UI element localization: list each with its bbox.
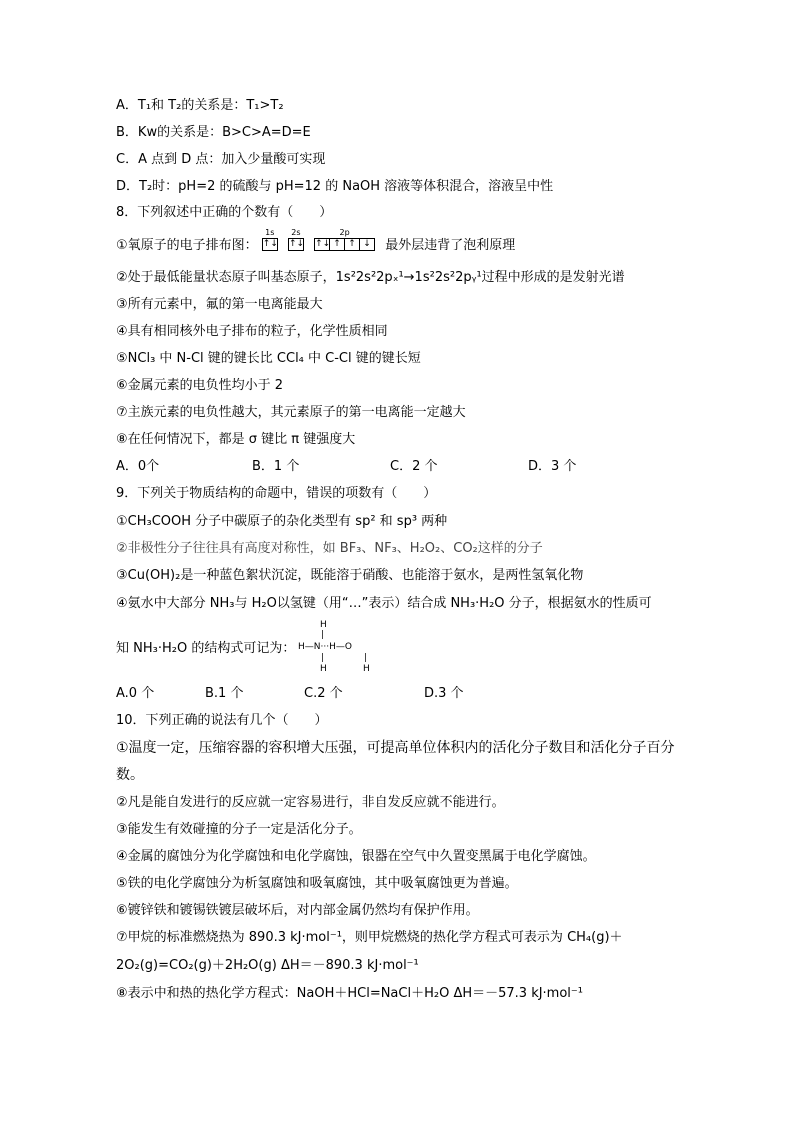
q8-statement-7: ⑦主族元素的电负性越大，其元素原子的第一电离能一定越大 xyxy=(116,405,466,420)
q8-option-c: C．2 个 xyxy=(390,459,438,474)
q9-statement-2: ②非极性分子往往具有高度对称性，如 BF₃、NF₃、H₂O₂、CO₂这样的分子 xyxy=(116,541,543,556)
q9-option-c: C.2 个 xyxy=(304,686,343,701)
q7-option-d: D．T₂时：pH=2 的硫酸与 pH=12 的 NaOH 溶液等体积混合，溶液呈中性 xyxy=(116,179,554,194)
q10-statement-1b: 数。 xyxy=(116,767,144,783)
q8-stem: 8．下列叙述中正确的个数有（ ） xyxy=(116,205,333,220)
q10-statement-6: ⑥镀锌铁和镀锡铁镀层破坏后，对内部金属仍然均有保护作用。 xyxy=(116,903,479,918)
q8-option-d: D．3 个 xyxy=(528,459,577,474)
q8-statement-3: ③所有元素中，氟的第一电离能最大 xyxy=(116,297,323,312)
struct-bar-o: | xyxy=(364,653,368,663)
nh3-h2o-structure xyxy=(298,620,378,676)
q10-statement-1a: ①温度一定，压缩容器的容积增大压强，可提高单位体积内的活化分子数目和活化分子百分 xyxy=(116,740,675,756)
orbital-1s: 1s ↑↓ xyxy=(262,228,278,249)
struct-bar-top: | xyxy=(321,630,325,640)
q9-stem: 9．下列关于物质结构的命题中，错误的项数有（ ） xyxy=(116,486,437,501)
q8-s1-suffix: 最外层违背了泡利原理 xyxy=(385,237,516,253)
q10-statement-4: ④金属的腐蚀分为化学腐蚀和电化学腐蚀，银器在空气中久置变黑属于电化学腐蚀。 xyxy=(116,849,596,864)
q7-option-a: A．T₁和 T₂的关系是：T₁>T₂ xyxy=(116,98,284,113)
orbital-2s: 2s ↑↓ xyxy=(288,228,305,249)
q7-option-b: B．Kw的关系是：B>C>A=D=E xyxy=(116,125,311,140)
q10-statement-7a: ⑦甲烷的标准燃烧热为 890.3 kJ·mol⁻¹，则甲烷燃烧的热化学方程式可表示为 CH₄(g)＋ xyxy=(116,930,623,945)
orbital-2p: 2p ↑↓ ↑ ↑ ↓ xyxy=(314,237,375,253)
q8-statement-8: ⑧在任何情况下，都是 σ 键比 π 键强度大 xyxy=(116,432,356,447)
q9-option-d: D.3 个 xyxy=(424,686,464,701)
q8-statement-2: ②处于最低能量状态原子叫基态原子，1s²2s²2pₓ¹→1s²2s²2pᵧ¹过程中形成的是发射光谱 xyxy=(116,270,625,285)
q9-statement-4: ④氨水中大部分 NH₃与 H₂O以氢键（用“…”表示）结合成 NH₃·H₂O 分子，根据氨水的性质可 xyxy=(116,596,652,611)
q8-statement-6: ⑥金属元素的电负性均小于 2 xyxy=(116,378,284,393)
struct-bot-n: H xyxy=(320,664,327,674)
q10-statement-8: ⑧表示中和热的热化学方程式：NaOH＋HCl=NaCl＋H₂O ΔH＝－57.3 kJ·mol⁻¹ xyxy=(116,986,583,1001)
orbital-diagram xyxy=(262,228,381,254)
struct-top-h: H xyxy=(320,620,327,630)
q9-option-b: B.1 个 xyxy=(205,686,244,701)
struct-bot-o: H xyxy=(363,664,370,674)
q10-statement-7b: 2O₂(g)=CO₂(g)＋2H₂O(g) ΔH＝－890.3 kJ·mol⁻¹ xyxy=(116,958,419,973)
q10-stem: 10．下列正确的说法有几个（ ） xyxy=(116,713,328,728)
q10-statement-2: ②凡是能自发进行的反应就一定容易进行，非自发反应就不能进行。 xyxy=(116,795,505,810)
q9-statement-3: ③Cu(OH)₂是一种蓝色絮状沉淀，既能溶于硝酸、也能溶于氨水，是两性氢氧化物 xyxy=(116,568,584,583)
struct-bar-n: | xyxy=(321,653,325,663)
q8-statement-4: ④具有相同核外电子排布的粒子，化学性质相同 xyxy=(116,324,388,339)
q7-option-c: C．A 点到 D 点：加入少量酸可实现 xyxy=(116,152,326,167)
q8-statement-5: ⑤NCl₃ 中 N-Cl 键的键长比 CCl₄ 中 C-Cl 键的键长短 xyxy=(116,351,421,366)
q9-statement-4b: 知 NH₃·H₂O 的结构式可记为： xyxy=(116,641,296,656)
q8-statement-1 xyxy=(116,228,516,254)
q9-option-a: A.0 个 xyxy=(116,686,155,701)
q8-option-b: B．1 个 xyxy=(252,459,300,474)
q10-statement-3: ③能发生有效碰撞的分子一定是活化分子。 xyxy=(116,822,362,837)
q8-option-a: A．0个 xyxy=(116,459,160,474)
q9-statement-1: ①CH₃COOH 分子中碳原子的杂化类型有 sp² 和 sp³ 两种 xyxy=(116,514,448,529)
struct-main: H—N···H—O xyxy=(298,642,352,652)
q10-statement-5: ⑤铁的电化学腐蚀分为析氢腐蚀和吸氧腐蚀，其中吸氧腐蚀更为普遍。 xyxy=(116,876,518,891)
q8-s1-prefix: ①氧原子的电子排布图： xyxy=(116,237,258,253)
